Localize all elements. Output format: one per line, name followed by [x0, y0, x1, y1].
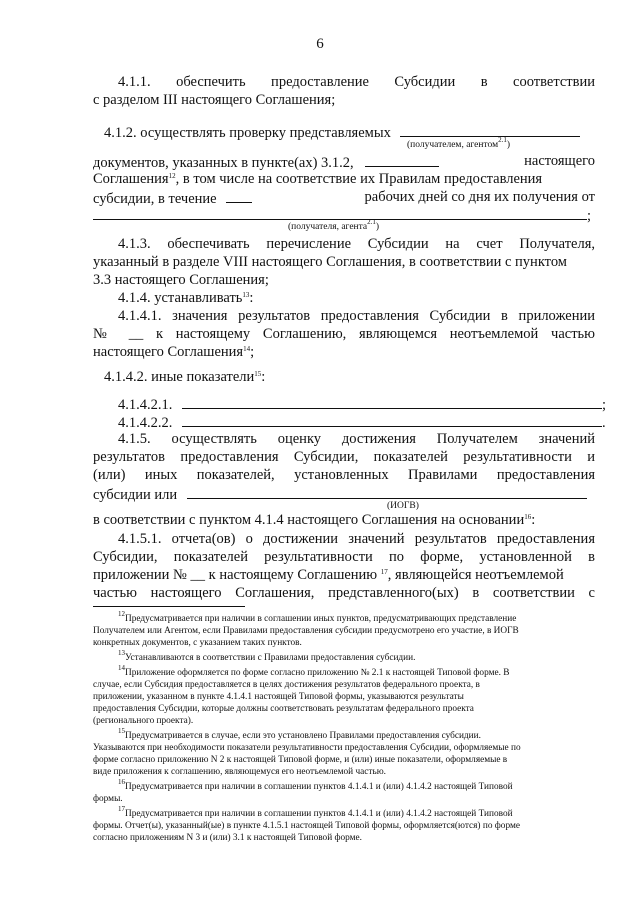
para-4-1-5-1-line-2: Субсидии, показателей результативности по форме, установленной в: [93, 549, 595, 565]
para-4-1-5-line-3: (или) иных показателей, установленных Правилами предоставления: [93, 467, 595, 483]
footnote-12-line-3: конкретных документов, с указанием таких пунктов.: [93, 638, 302, 648]
footnote-14-line-1: $^{14}$Приложение оформляется по форме согласно приложению № 2.1 к настоящей Типовой форме. В: [118, 664, 510, 678]
para-4-1-3-line-2: указанный в разделе VIII настоящего Соглашения, в соответствии с пунктом: [93, 254, 567, 270]
para-4-1-2-line-4: субсидии, в течение рабочих дней со дня их получения от: [93, 189, 595, 207]
footnote-14-line-5: (регионального проекта).: [93, 716, 194, 726]
footnote-17-line-1: $^{17}$Предусматривается при наличии в соглашении пунктов 4.1.4.1 и (или) 4.1.4.2 настоящей Типовой: [118, 805, 513, 819]
para-4-1-5-1-line-4: частью настоящего Соглашения, представленного(ых) в соответствии с: [93, 585, 595, 601]
footnote-14-line-4: предоставления Субсидии, которые должны соответствовать результатам федерального проекта: [93, 704, 474, 714]
caption-recipient-agent: (получателем, агентом$^{2.1}$): [407, 136, 511, 150]
para-4-1-4: 4.1.4. устанавливать$^{13}$:: [118, 290, 254, 306]
para-4-1-5-line-2: результатов предоставления Субсидии, показателей результативности и: [93, 449, 595, 465]
footnote-15-line-3: форме согласно приложению N 2 к настоящей Типовой форме, и (или) иные показатели, оформляемые в: [93, 755, 508, 765]
footnote-14-line-3: приложении, указанном в пункте 4.1.4.1 настоящей Типовой формы, указываются результаты: [93, 692, 464, 702]
para-4-1-4-2-1: 4.1.4.2.1. ;: [118, 397, 607, 413]
footnote-17-line-2: формы. Отчет(ы), указанный(ые) в пункте 4.1.5.1 настоящей Типовой формы, оформляется(ются) по форме: [93, 821, 520, 831]
para-4-1-5-line-5: в соответствии с пунктом 4.1.4 настоящего Соглашения на основании$^{16}$:: [93, 512, 536, 528]
para-4-1-4-2: 4.1.4.2. иные показатели$^{15}$:: [104, 369, 266, 385]
para-4-1-4-1-line-2: № __ к настоящему Соглашению, являющемся неотъемлемой частью: [93, 326, 595, 342]
para-4-1-5-line-4: субсидии или: [93, 485, 587, 504]
para-4-1-1-line-1: 4.1.1. обеспечить предоставление Субсидии в соответствии: [118, 74, 595, 90]
blank-days-field: [226, 189, 252, 203]
para-4-1-1-line-2: с разделом III настоящего Соглашения;: [93, 92, 336, 108]
caption-iogv: (ИОГВ): [387, 501, 419, 511]
footnote-12-line-1: $^{12}$Предусматривается при наличии в соглашении иных пунктов, предусматривающих представление: [118, 610, 517, 624]
blank-indicator-1: [182, 395, 602, 409]
blank-recipient-field: [400, 123, 580, 137]
para-4-1-3-line-3: 3.3 настоящего Соглашения;: [93, 272, 269, 288]
para-4-1-4-1-line-3: настоящего Соглашения$^{14}$;: [93, 344, 255, 360]
page-number: 6: [316, 36, 324, 52]
blank-indicator-2: [182, 413, 602, 427]
blank-iogv-field: [187, 485, 587, 499]
para-4-1-2-line-5: ;: [93, 206, 595, 225]
footnote-separator: [93, 606, 245, 607]
para-4-1-5-line-1: 4.1.5. осуществлять оценку достижения Получателем значений: [118, 431, 595, 447]
para-4-1-4-1-line-1: 4.1.4.1. значения результатов предоставления Субсидии в приложении: [118, 308, 595, 324]
para-4-1-2-text: 4.1.2. осуществлять проверку представляемых: [104, 125, 391, 141]
footnote-15-line-2: Указываются при необходимости показатели результативности предоставления Субсидии, оформляемые по: [93, 743, 521, 753]
para-4-1-4-2-2: 4.1.4.2.2. .: [118, 415, 606, 431]
blank-recipient-field-2: [93, 206, 587, 220]
footnote-14-line-2: случае, если Субсидия предоставляется в целях достижения результатов федерального проекта, в: [93, 680, 480, 690]
footnote-17-line-3: согласно приложениям N 3 и (или) 3.1 к настоящей Типовой форме.: [93, 833, 363, 843]
footnote-16-line-1: $^{16}$Предусматривается при наличии в соглашении пунктов 4.1.4.1 и (или) 4.1.4.2 настоящей Типовой: [118, 778, 513, 792]
footnote-15-line-4: виде приложения к соглашению, являющемуся его неотъемлемой частью.: [93, 767, 386, 777]
para-4-1-5-1-line-3: приложении № __ к настоящему Соглашению $^{17}$, являющейся неотъемлемой: [93, 567, 564, 583]
para-4-1-5-1-line-1: 4.1.5.1. отчета(ов) о достижении значений результатов предоставления: [118, 531, 595, 547]
para-4-1-2-line-3: Соглашения$^{12}$, в том числе на соответствие их Правилам предоставления: [93, 171, 543, 187]
blank-punkt-field: [365, 153, 439, 167]
para-4-1-2-line-2: документов, указанных в пункте(ах) 3.1.2, настоящего: [93, 153, 595, 171]
footnote-15-line-1: $^{15}$Предусматривается в случае, если это установлено Правилами предоставления субсидии.: [118, 727, 481, 741]
caption-recipient-agent-2: (получателя, агента$^{2.1}$): [288, 218, 380, 232]
footnote-12-line-2: Получателем или Агентом, если Правилами предоставления субсидии предусмотрено его участие, в ИОГВ: [93, 626, 519, 636]
para-4-1-3-line-1: 4.1.3. обеспечивать перечисление Субсидии на счет Получателя,: [118, 236, 595, 252]
footnote-13: $^{13}$Устанавливаются в соответствии с Правилами предоставления субсидии.: [118, 649, 416, 663]
footnote-16-line-2: формы.: [93, 794, 123, 804]
